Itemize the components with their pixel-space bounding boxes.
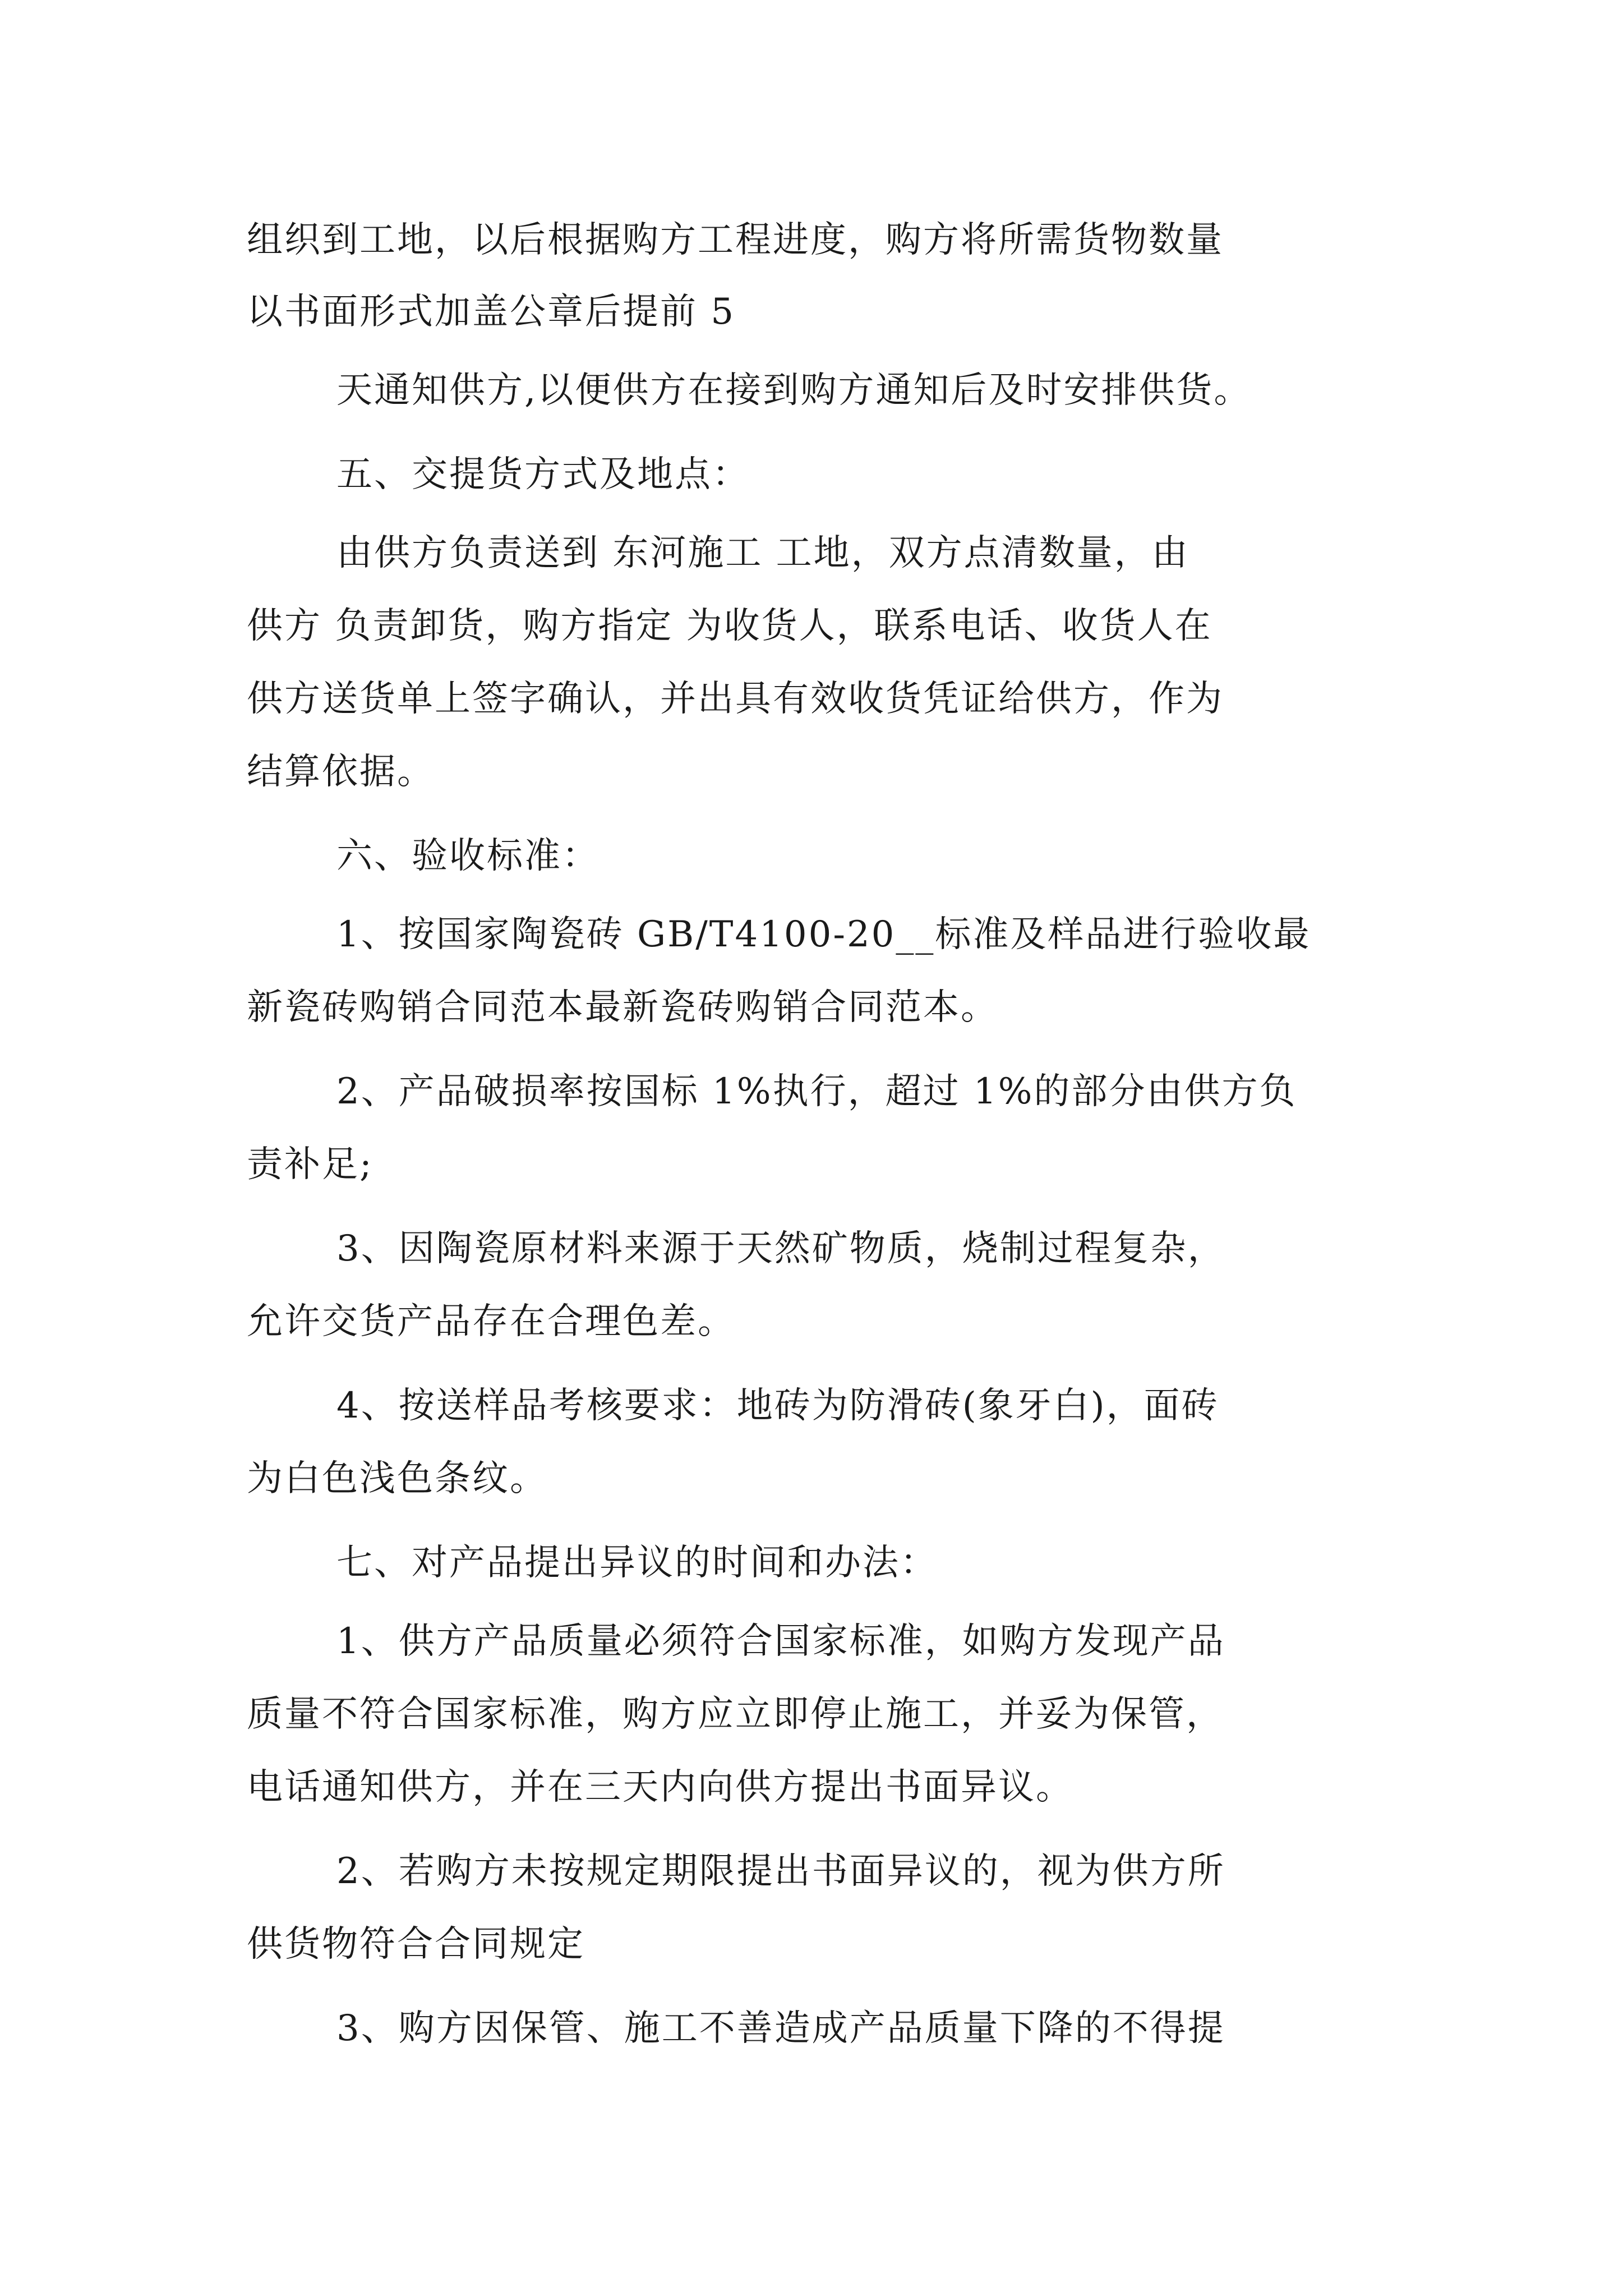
text-line: 2、产品破损率按国标 1%执行，超过 1%的部分由供方负 xyxy=(336,1071,1297,1112)
text-line: 允许交货产品存在合理色差。 xyxy=(247,1301,735,1342)
text-line: 新瓷砖购销合同范本最新瓷砖购销合同范本。 xyxy=(247,987,998,1028)
text-line: 供方送货单上签字确认，并出具有效收货凭证给供方，作为 xyxy=(247,678,1224,720)
text-line: 3、因陶瓷原材料来源于天然矿物质，烧制过程复杂， xyxy=(336,1228,1225,1269)
text-line: 1、按国家陶瓷砖 GB/T4100-20__标准及样品进行验收最 xyxy=(336,914,1311,955)
text-line: 供货物符合合同规定 xyxy=(247,1924,585,1965)
text-line: 由供方负责送到 东河施工 工地，双方点清数量，由 xyxy=(336,532,1189,574)
text-line: 天通知供方,以便供方在接到购方通知后及时安排供货。 xyxy=(336,370,1252,411)
text-line: 以书面形式加盖公章后提前 5 xyxy=(247,291,736,333)
section-heading: 六、验收标准： xyxy=(336,835,600,877)
text-line: 结算依据。 xyxy=(247,751,435,793)
text-line: 2、若购方未按规定期限提出书面异议的，视为供方所 xyxy=(336,1851,1225,1892)
text-line: 1、供方产品质量必须符合国家标准，如购方发现产品 xyxy=(336,1621,1225,1662)
text-line: 电话通知供方，并在三天内向供方提出书面异议。 xyxy=(247,1766,1073,1808)
section-heading: 七、对产品提出异议的时间和办法： xyxy=(336,1542,938,1584)
text-line: 责补足; xyxy=(247,1144,374,1185)
text-line: 3、购方因保管、施工不善造成产品质量下降的不得提 xyxy=(336,2008,1225,2049)
text-line: 4、按送样品考核要求：地砖为防滑砖(象牙白)，面砖 xyxy=(336,1385,1219,1427)
text-line: 供方 负责卸货，购方指定 为收货人，联系电话、收货人在 xyxy=(247,605,1212,647)
text-line: 组织到工地，以后根据购方工程进度，购方将所需货物数量 xyxy=(247,219,1224,261)
section-heading: 五、交提货方式及地点： xyxy=(336,454,750,495)
text-line: 为白色浅色条纹。 xyxy=(247,1458,547,1499)
text-line: 质量不符合国家标准，购方应立即停止施工，并妥为保管， xyxy=(247,1694,1224,1735)
